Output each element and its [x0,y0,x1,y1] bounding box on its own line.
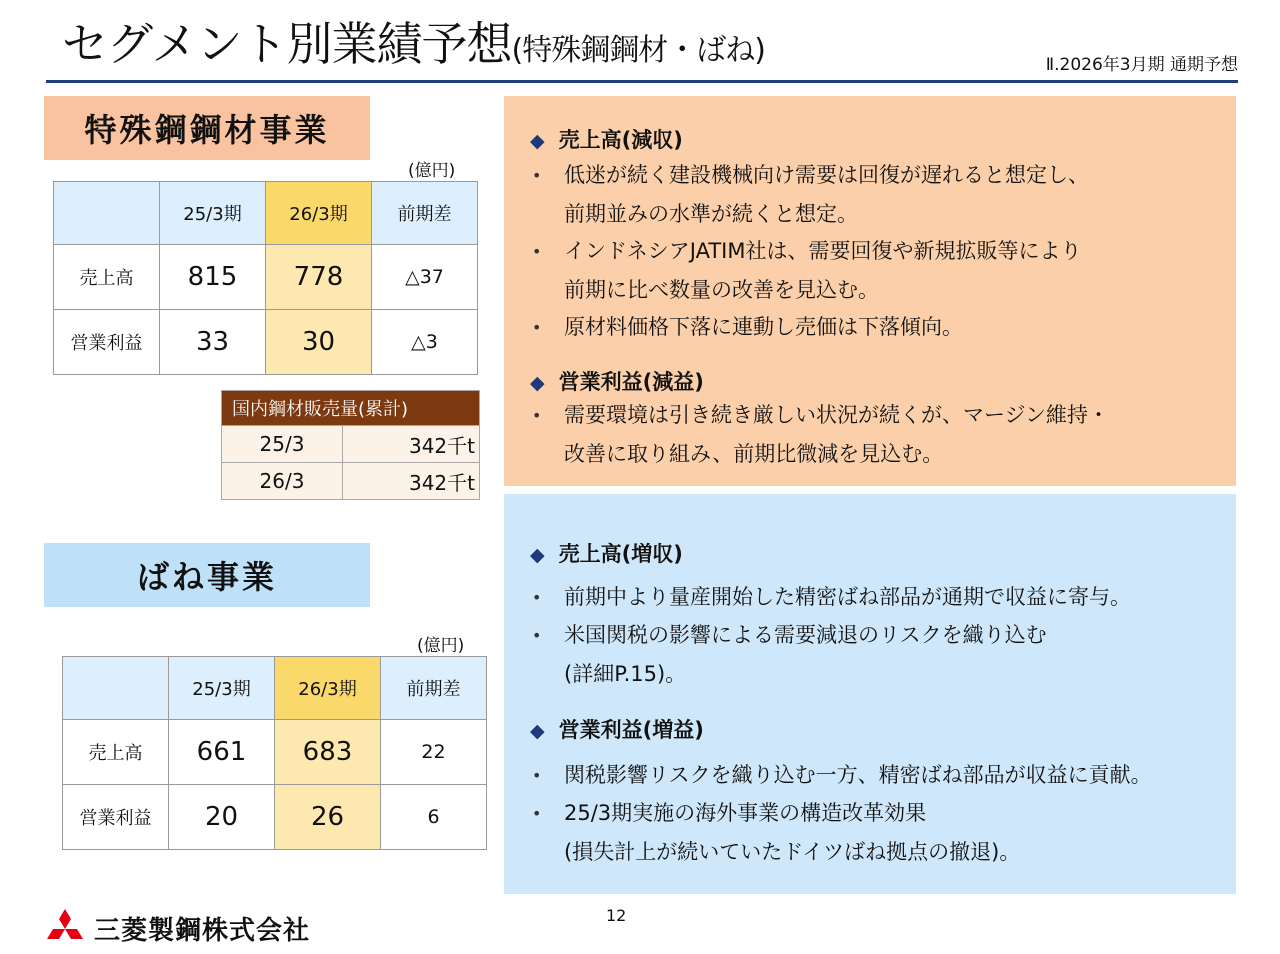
steel-unit-label: (億円) [408,161,456,181]
title-text: セグメント別業績予想 [62,17,512,71]
bullet-icon: • [532,626,542,645]
value-diff: △3 [372,310,478,375]
value-prev: 33 [160,310,266,375]
table-header-row [63,657,487,720]
value-diff: 6 [381,785,487,850]
table-row [222,426,480,463]
value-curr: 778 [266,245,372,310]
diamond-icon: ◆ [530,544,545,566]
row-label: 売上高 [54,245,160,310]
bullet-icon: • [532,318,542,337]
table-row [63,720,487,785]
bullet-item: • 低迷が続く建設機械向け需要は回復が遅れると想定し、 前期並みの水準が続くと想定。 [532,156,1089,233]
table-corner-cell [54,182,160,245]
table-row [54,310,478,375]
steel-segment-banner: 特殊鋼鋼材事業 [44,96,370,160]
steel-commentary-panel [504,96,1236,486]
spring-commentary-panel [504,494,1236,894]
value-prev: 20 [169,785,275,850]
volume-title: 国内鋼材販売量(累計) [222,391,480,426]
table-row [54,245,478,310]
bullet-item: • 需要環境は引き続き厳しい状況が続くが、マージン維持・ 改善に取り組み、前期比微減を見込む。 [532,396,1109,473]
bullet-item: • 関税影響リスクを織り込む一方、精密ばね部品が収益に貢献。 [532,756,1152,795]
bullet-item: • インドネシアJATIM社は、需要回復や新規拡販等により 前期に比べ数量の改善を見込む。 [532,232,1082,309]
col-header-prev: 25/3期 [169,657,275,720]
table-row [63,785,487,850]
company-name: 三菱製鋼株式会社 [94,915,311,946]
bullet-item: • 25/3期実施の海外事業の構造改革効果 (損失計上が続いていたドイツばね拠点の撤退)。 [532,794,1020,871]
value-diff: 22 [381,720,487,785]
row-label: 営業利益 [54,310,160,375]
bullet-icon: • [532,406,542,425]
volume-year: 25/3 [222,426,343,463]
steel-sales-heading: ◆ 売上高(減収) [530,128,683,152]
row-label: 営業利益 [63,785,169,850]
table-header-row [54,182,478,245]
bullet-icon: • [532,804,542,823]
volume-value: 342千t [343,463,480,500]
spring-sales-heading: ◆ 売上高(増収) [530,542,683,566]
bullet-icon: • [532,588,542,607]
value-diff: △37 [372,245,478,310]
col-header-diff: 前期差 [372,182,478,245]
company-logo [42,908,310,948]
value-prev: 815 [160,245,266,310]
page-number: 12 [606,906,627,925]
bullet-icon: • [532,166,542,185]
col-header-diff: 前期差 [381,657,487,720]
spring-unit-label: (億円) [417,636,465,656]
value-curr: 683 [275,720,381,785]
page-title [62,14,765,81]
value-curr: 30 [266,310,372,375]
steel-profit-heading: ◆ 営業利益(減益) [530,370,704,394]
bullet-item: • 原材料価格下落に連動し売価は下落傾向。 [532,308,963,347]
diamond-icon: ◆ [530,130,545,152]
table-corner-cell [63,657,169,720]
steel-results-table [53,181,478,375]
volume-header-row [222,391,480,426]
three-diamonds-icon [42,908,88,948]
diamond-icon: ◆ [530,720,545,742]
row-label: 売上高 [63,720,169,785]
bullet-icon: • [532,242,542,261]
volume-year: 26/3 [222,463,343,500]
title-subtitle: (特殊鋼鋼材・ばね) [511,33,765,68]
spring-results-table [62,656,487,850]
col-header-curr: 26/3期 [266,182,372,245]
volume-value: 342千t [343,426,480,463]
spring-profit-heading: ◆ 営業利益(増益) [530,718,704,742]
title-divider [46,80,1238,83]
spring-segment-banner: ばね事業 [44,543,370,607]
bullet-item: • 前期中より量産開始した精密ばね部品が通期で収益に寄与。 [532,578,1131,617]
value-prev: 661 [169,720,275,785]
table-row [222,463,480,500]
bullet-icon: • [532,766,542,785]
value-curr: 26 [275,785,381,850]
diamond-icon: ◆ [530,372,545,394]
col-header-curr: 26/3期 [275,657,381,720]
bullet-item: • 米国関税の影響による需要減退のリスクを織り込む (詳細P.15)。 [532,616,1047,693]
steel-volume-table [221,390,480,500]
col-header-prev: 25/3期 [160,182,266,245]
period-label: Ⅱ.2026年3月期 通期予想 [1045,55,1238,75]
